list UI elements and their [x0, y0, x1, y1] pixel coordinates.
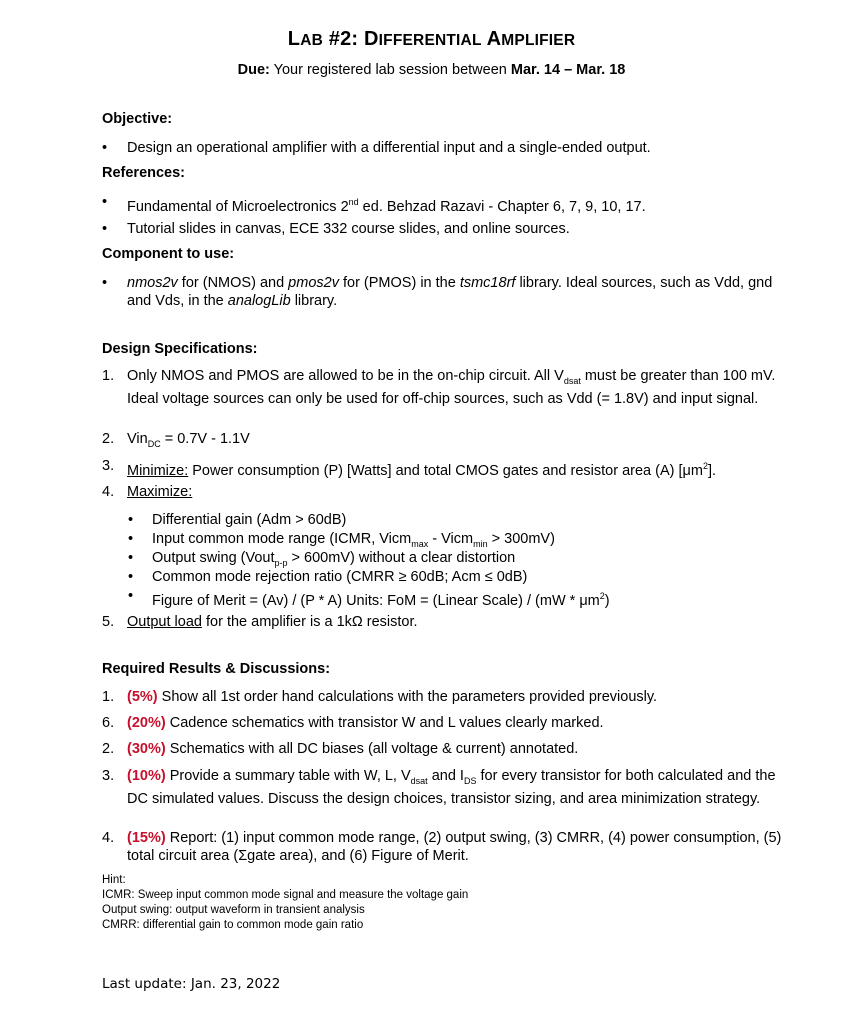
- page-title: LAB #2: DIFFERENTIAL AMPLIFIER: [287, 28, 576, 50]
- hint-line: CMRR: differential gain to common mode gain ratio: [102, 919, 364, 931]
- due-line: Due: Your registered lab session between Mar. 14 – Mar. 18: [237, 62, 626, 78]
- hint-title: Hint:: [102, 874, 126, 886]
- results-heading: Required Results & Discussions:: [102, 661, 331, 677]
- design-spec-heading: Design Specifications:: [102, 341, 258, 357]
- bullet-icon: •: [128, 550, 134, 566]
- component-heading: Component to use:: [102, 246, 235, 262]
- bullet-icon: •: [128, 588, 134, 604]
- objective-heading: Objective:: [102, 111, 173, 127]
- last-update: Last update: Jan. 23, 2022: [102, 976, 281, 992]
- bullet-icon: •: [102, 275, 108, 291]
- bullet-icon: •: [128, 531, 134, 547]
- bullet-icon: •: [102, 221, 108, 237]
- bullet-icon: •: [102, 140, 108, 156]
- bullet-icon: •: [128, 512, 134, 528]
- hint-line: ICMR: Sweep input common mode signal and measure the voltage gain: [102, 889, 469, 901]
- bullet-icon: •: [102, 194, 108, 210]
- references-heading: References:: [102, 165, 186, 181]
- bullet-icon: •: [128, 569, 134, 585]
- hint-line: Output swing: output waveform in transient analysis: [102, 904, 365, 916]
